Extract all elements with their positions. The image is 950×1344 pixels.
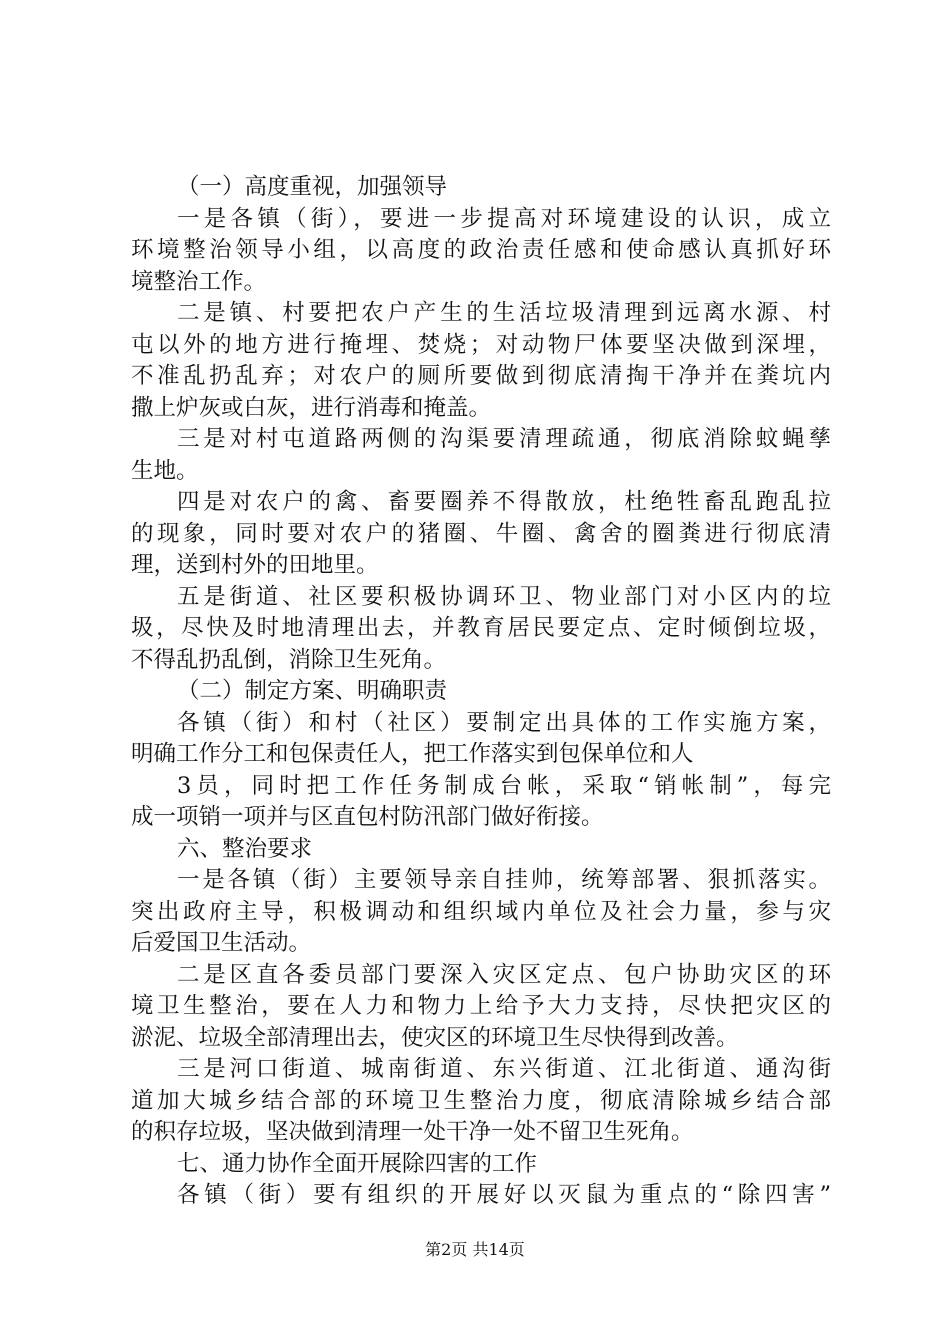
text-line: 一是各镇（街）主要领导亲自挂帅，统筹部署、狠抓落实。 — [177, 867, 831, 893]
page-footer: 第2页 共14页 — [425, 1240, 525, 1259]
text-line: 成一项销一项并与区直包村防汛部门做好衔接。 — [131, 804, 604, 830]
text-line: 五是街道、社区要积极协调环卫、物业部门对小区内的垃 — [177, 583, 831, 610]
text-line: 各镇（街）和村（社区）要制定出具体的工作实施方案， — [177, 709, 831, 736]
text-line: 各镇（街）要有组织的开展好以灭鼠为重点的“除四害” — [177, 1182, 831, 1208]
text-line: 的积存垃圾，坚决做到清理一处干净一处不留卫生死角。 — [131, 1119, 694, 1145]
text-line: 明确工作分工和包保责任人，把工作落实到包保单位和人 — [131, 741, 694, 767]
text-line: 一是各镇（街），要进一步提高对环境建设的认识，成立 — [177, 205, 831, 232]
text-line: 三是河口街道、城南街道、东兴街道、江北街道、通沟街 — [177, 1056, 831, 1082]
text-line: 圾，尽快及时地清理出去，并教育居民要定点、定时倾倒垃圾， — [131, 615, 831, 641]
text-line: 境卫生整治，要在人力和物力上给予大力支持，尽快把灾区的 — [131, 993, 831, 1019]
text-line: 的现象，同时要对农户的猪圈、牛圈、禽舍的圈粪进行彻底清 — [131, 520, 831, 547]
text-line: 不准乱扔乱弃；对农户的厕所要做到彻底清掏干净并在粪坑内 — [131, 363, 831, 389]
text-line: 不得乱扔乱倒，消除卫生死角。 — [131, 646, 447, 673]
text-line: 三是对村屯道路两侧的沟渠要清理疏通，彻底消除蚊蝇孳 — [177, 426, 831, 452]
document-body — [131, 172, 831, 1212]
text-line: 后爱国卫生活动。 — [131, 930, 312, 956]
text-line: （一）高度重视，加强领导 — [177, 174, 448, 200]
text-line: 3员，同时把工作任务制成台帐，采取“销帐制”，每完 — [177, 772, 831, 799]
text-line: 二是镇、村要把农户产生的生活垃圾清理到远离水源、村 — [177, 300, 831, 326]
text-line: （二）制定方案、明确职责 — [177, 678, 448, 704]
text-line: 四是对农户的禽、畜要圈养不得散放，杜绝牲畜乱跑乱拉 — [177, 489, 831, 515]
text-line: 突出政府主导，积极调动和组织域内单位及社会力量，参与灾 — [131, 898, 831, 925]
text-line: 淤泥、垃圾全部清理出去，使灾区的环境卫生尽快得到改善。 — [131, 1024, 739, 1051]
text-line: 二是区直各委员部门要深入灾区定点、包户协助灾区的环 — [177, 961, 831, 988]
text-line: 生地。 — [131, 457, 199, 484]
text-line: 七、通力协作全面开展除四害的工作 — [177, 1150, 538, 1177]
text-line: 屯以外的地方进行掩埋、焚烧；对动物尸体要坚决做到深埋， — [131, 331, 831, 358]
text-line: 撒上炉灰或白灰，进行消毒和掩盖。 — [131, 394, 492, 421]
text-line: 道加大城乡结合部的环境卫生整治力度，彻底清除城乡结合部 — [131, 1087, 831, 1114]
text-line: 六、整治要求 — [177, 835, 313, 862]
text-line: 境整治工作。 — [131, 268, 267, 295]
text-line: 理，送到村外的田地里。 — [131, 552, 379, 578]
text-line: 环境整治领导小组，以高度的政治责任感和使命感认真抓好环 — [131, 237, 831, 263]
